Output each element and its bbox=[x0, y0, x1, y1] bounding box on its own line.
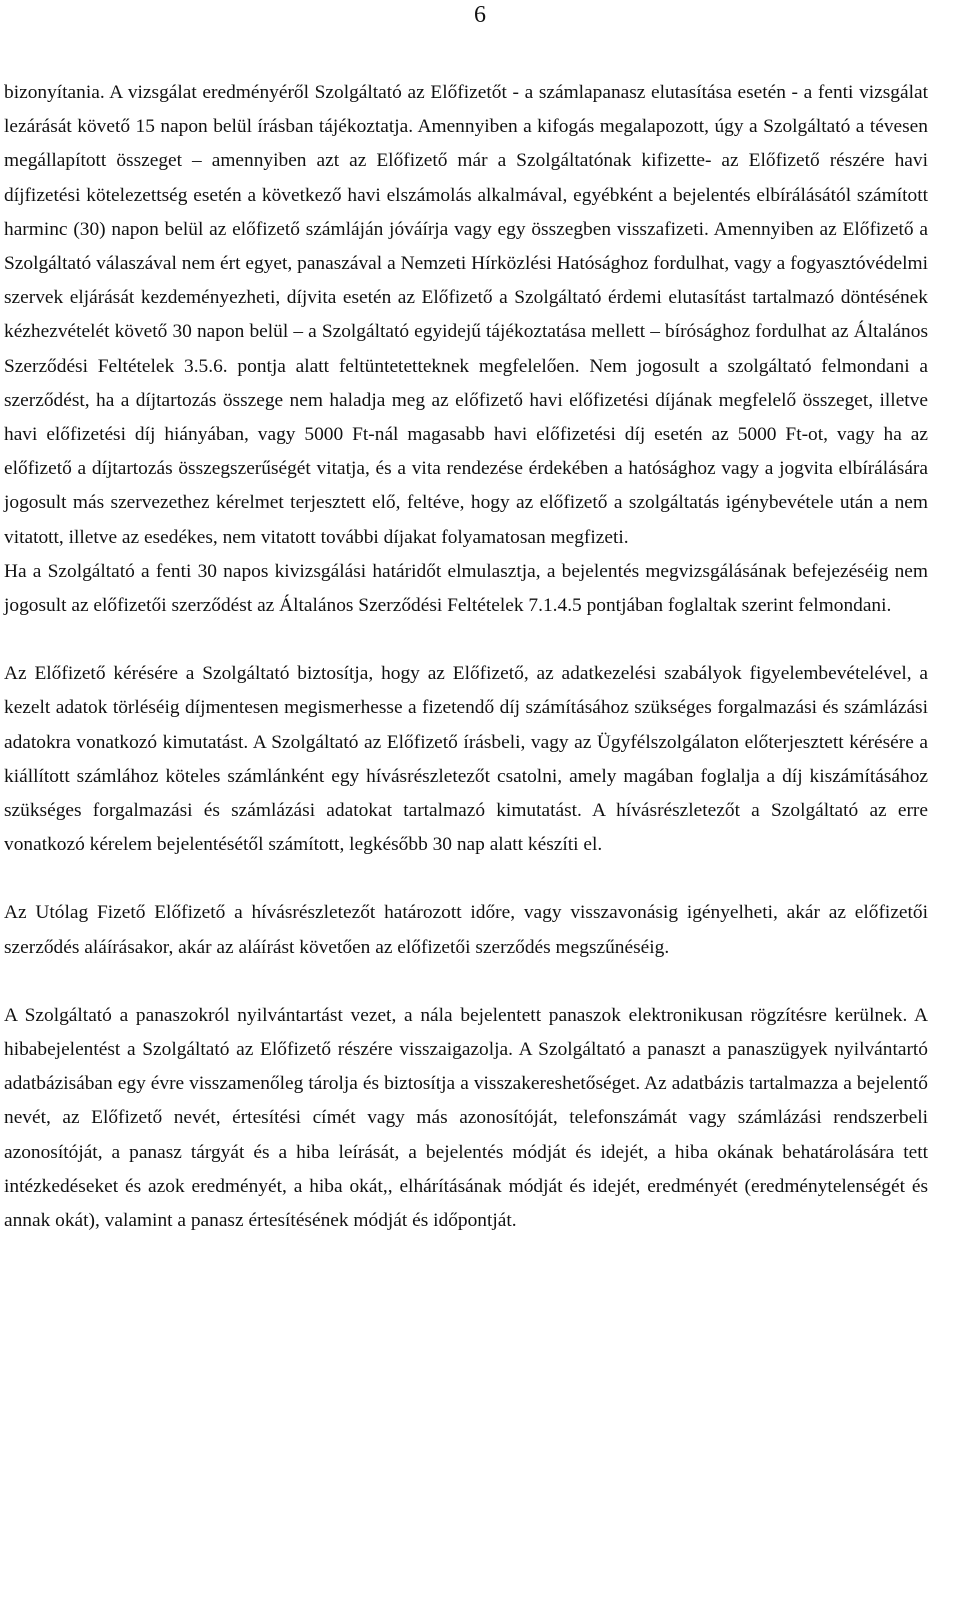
paragraph-itemized-billing: Az Előfizető kérésére a Szolgáltató biztosítja, hogy az Előfizető, az adatkezelési szabályok figyelembevételével, a kezelt adatok törléséig díjmentesen megismerhesse a fizetendő díj számításához szükséges forgalmazási és számlázási adatokra vonatkozó kimutatást. A Szolgáltató az Előfizető írásbeli, vagy az Ügyfélszolgálaton előterjesztett kérésére a kiállított számlához köteles számlánként egy hívásrészletezőt csatolni, amely magában foglalja a díj kiszámításához szükséges forgalmazási és számlázási adatokat tartalmazó kimutatást. A hívásrészletezőt a Szolgáltató az erre vonatkozó kérelem bejelentésétől számított, legkésőbb 30 nap alatt készíti el. bbox=[4, 663, 928, 856]
paragraph-complaint-investigation: bizonyítania. A vizsgálat eredményéről Szolgáltató az Előfizetőt - a számlapanasz elutasítása esetén - a fenti vizsgálat lezárását követő 15 napon belül írásban tájékoztatja. Amennyiben a kifogás megalapozott, úgy a Szolgáltató a tévesen megállapított összeget – amennyiben azt az Előfizető már a Szolgáltatónak kifizette- az Előfizető részére havi díjfizetési kötelezettség esetén a következő havi elszámolás alkalmával, egyébként a bejelentés elbírálásától számított harminc (30) napon belül az előfizető számláján jóváírja vagy egy összegben visszafizeti. Amennyiben az Előfizető a Szolgáltató válaszával nem ért egyet, panaszával a Nemzeti Hírközlési Hatósághoz fordulhat, vagy a fogyasztóvédelmi szervek eljárását kezdeményezheti, díjvita esetén az Előfizető a Szolgáltató érdemi elutasítást tartalmazó döntésének kézhezvételét követő 30 napon belül – a Szolgáltató egyidejű tájékoztatása mellett – bírósághoz fordulhat az Általános Szerződési Feltételek 3.5.6. pontja alatt feltüntetetteknek megfelelően. Nem jogosult a szolgáltató felmondani a szerződést, ha a díjtartozás összege nem haladja meg az előfizető havi előfizetési díjának megfelelő összeget, illetve havi előfizetési díj hiányában, vagy 5000 Ft-nál magasabb havi előfizetési díj esetén az 5000 Ft-ot, vagy ha az előfizető a díjtartozás összegszerűségét vitatja, és a vita rendezése érdekében a hatósághoz vagy a jogvita elbírálására jogosult más szervezethez kérelmet terjesztett elő, feltéve, hogy az előfizető a szolgáltatás igénybevétele után a nem vitatott, illetve az esedékes, nem vitatott további díjakat folyamatosan megfizeti. bbox=[4, 82, 928, 548]
paragraph-spacer bbox=[4, 862, 928, 896]
page-number: 6 bbox=[474, 2, 486, 28]
paragraph-spacer bbox=[4, 965, 928, 999]
paragraph-complaint-records: A Szolgáltató a panaszokról nyilvántartást vezet, a nála bejelentett panaszok elektronikusan rögzítésre kerülnek. A hibabejelentést a Szolgáltató az Előfizető részére visszaigazolja. A Szolgáltató a panaszt a panaszügyek nyilvántartó adatbázisában egy évre visszamenőleg tárolja és biztosítja a visszakereshetőséget. Az adatbázis tartalmazza a bejelentő nevét, az Előfizető nevét, értesítési címét vagy más azonosítóját, telefonszámát vagy számlázási rendszerbeli azonosítóját, a panasz tárgyát és a hiba leírását, a bejelentés módját és idejét, a hiba okának behatárolására tett intézkedéseket és azok eredményét, a hiba okát,, elhárításának módját és idejét, eredményét (eredménytelenségét és annak okát), valamint a panasz értesítésének módját és időpontját. bbox=[4, 1004, 928, 1232]
paragraph-spacer bbox=[4, 623, 928, 657]
paragraph-postpaid-subscriber: Az Utólag Fizető Előfizető a hívásrészletezőt határozott időre, vagy visszavonásig igényelheti, akár az előfizetői szerződés aláírásakor, akár az aláírást követően az előfizetői szerződés megszűnéséig. bbox=[4, 902, 928, 958]
paragraph-deadline-missed: Ha a Szolgáltató a fenti 30 napos kivizsgálási határidőt elmulasztja, a bejelentés megvizsgálásának befejezéséig nem jogosult az előfizetői szerződést az Általános Szerződési Feltételek 7.1.4.5 pontjában foglaltak szerint felmondani. bbox=[4, 560, 928, 617]
document-body bbox=[4, 76, 928, 1238]
